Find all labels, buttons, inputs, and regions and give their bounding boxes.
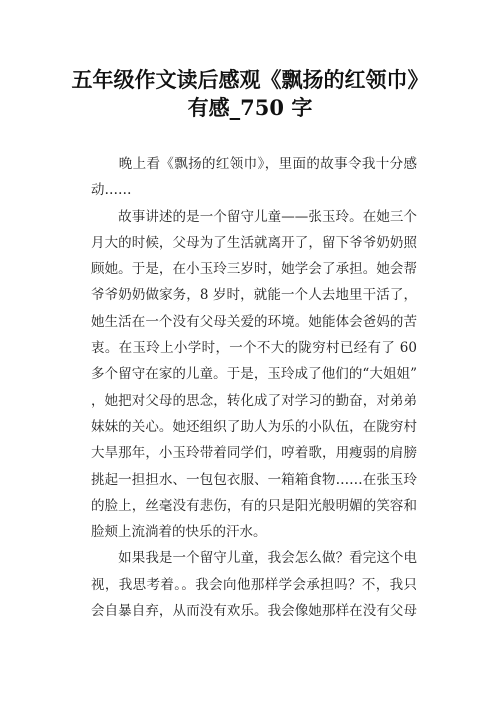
text-line: 故事讲述的是一个留守儿童——张玉玲。在她三个 xyxy=(91,208,417,225)
text-line: 会自暴自弃，从而没有欢乐。我会像她那样在没有父母 xyxy=(91,603,417,620)
document-title-line-2: 有感_750 字 xyxy=(187,95,313,120)
text-line: 视，我思考着。。我会向他那样学会承担吗？不，我只 xyxy=(91,576,417,593)
document-title-line-1: 五年级作文读后感观《飘扬的红领巾》 xyxy=(71,67,429,92)
text-line: 爷爷奶奶做家务，8 岁时，就能一个人去地里干活了， xyxy=(91,287,417,304)
text-line: 挑起一担担水、一包包衣服、一箱箱食物……在张玉玲 xyxy=(91,471,417,488)
text-line: 衷。在玉玲上小学时，一个不大的陇穷村已经有了 60 xyxy=(91,340,417,357)
text-line: 妹妹的关心。她还组织了助人为乐的小队伍，在陇穷村 xyxy=(91,418,417,435)
text-line: 如果我是一个留守儿童，我会怎么做？看完这个电 xyxy=(91,550,417,567)
paragraph-2 xyxy=(91,204,417,546)
text-line: 月大的时候，父母为了生活就离开了，留下爷爷奶奶照 xyxy=(91,234,417,251)
text-line: 多个留守在家的儿童。于是，玉玲成了他们的“大姐姐” xyxy=(91,366,417,383)
text-line: 动…… xyxy=(91,182,132,199)
text-line: 的脸上，丝毫没有悲伤，有的只是阳光般明媚的笑容和 xyxy=(91,497,417,514)
paragraph-3 xyxy=(91,545,417,624)
text-line: 脸颊上流淌着的快乐的汗水。 xyxy=(91,524,267,541)
paragraph-1 xyxy=(91,151,417,204)
text-line: ，她把对父母的思念，转化成了对学习的勤奋，对弟弟 xyxy=(91,392,417,409)
text-line: 晚上看《飘扬的红领巾》，里面的故事令我十分感 xyxy=(91,156,417,172)
text-line: 顾她。于是，在小玉玲三岁时，她学会了承担。她会帮 xyxy=(91,261,417,278)
text-line: 大旱那年，小玉玲带着同学们，哼着歌，用瘦弱的肩膀 xyxy=(91,445,417,462)
document-body xyxy=(91,151,417,624)
text-line: 她生活在一个没有父母关爱的环境。她能体会爸妈的苦 xyxy=(91,313,417,330)
